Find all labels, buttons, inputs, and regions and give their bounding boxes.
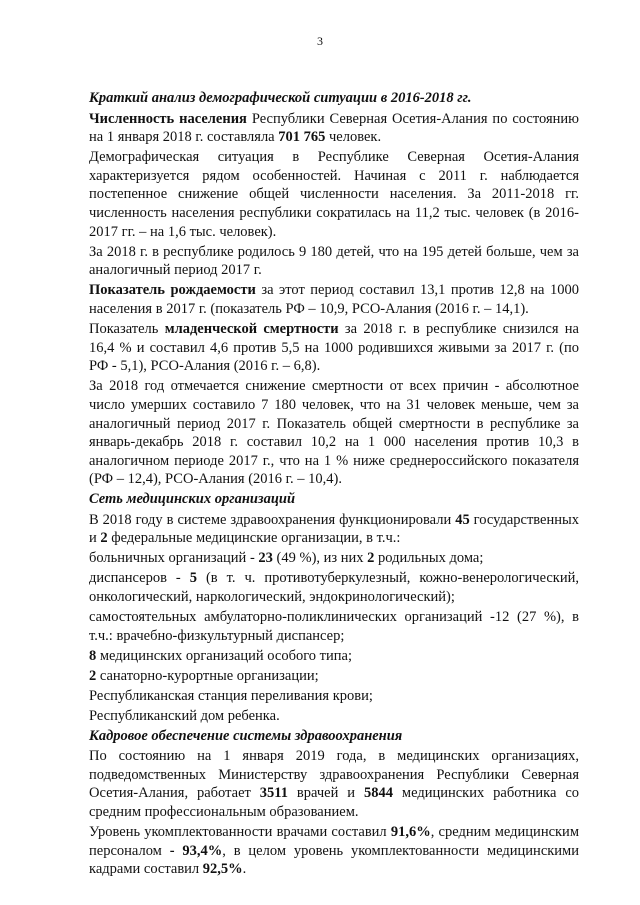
section-heading-network: Сеть медицинских организаций bbox=[89, 491, 296, 508]
paragraph-staffing-level: Уровень укомплектованности врачами составил 91,6%, средним медицинским персоналом - 93,4%, в целом уровень укомплектованности медицинскими кадрами составил 92,5%. bbox=[89, 824, 579, 878]
page-number: 3 bbox=[317, 34, 323, 48]
section-heading-demographics: Краткий анализ демографической ситуации в 2016-2018 гг. bbox=[89, 90, 472, 106]
term-population: Численность населения bbox=[89, 110, 247, 127]
term-infant-mortality: младенческой смертности bbox=[164, 321, 339, 338]
list-item-sanatorium: 2 санаторно-курортные организации; bbox=[89, 667, 319, 684]
paragraph-demographic-situation: Демографическая ситуация в Республике Северная Осетия-Алания характеризуется рядом особенностей. Начиная с 2011 г. наблюдается постепенное снижение общей численности населения. За 2011-2018 гг. численность населения республики сократилась на 11,2 тыс. человек (в 2016-2017 гг. – на 1,6 тыс. человек). bbox=[89, 149, 579, 240]
term-birth-rate: Показатель рождаемости bbox=[89, 282, 256, 299]
list-item-dispensaries: диспансеров - 5 (в т. ч. противотуберкулезный, кожно-венерологический, онкологический, наркологический, эндокринологический); bbox=[89, 570, 579, 605]
list-item-blood-station: Республиканская станция переливания крови; bbox=[89, 687, 373, 704]
list-item-outpatient: самостоятельных амбулаторно-поликлинических организаций -12 (27 %), в т.ч.: врачебно-физкультурный диспансер; bbox=[89, 609, 579, 644]
list-item-special: 8 медицинских организаций особого типа; bbox=[89, 647, 353, 664]
list-item-hospitals: больничных организаций - 23 (49 %), из них 2 родильных дома; bbox=[89, 550, 484, 567]
section-heading-staff: Кадровое обеспечение системы здравоохранения bbox=[89, 728, 403, 745]
paragraph-population: Численность населения Республики Северная Осетия-Алания по состоянию на 1 января 2018 г. составляла 701 765 человек. bbox=[89, 110, 579, 146]
list-item-childrens-home: Республиканский дом ребенка. bbox=[89, 708, 280, 724]
paragraph-birth-rate: Показатель рождаемости за этот период составил 13,1 против 12,8 на 1000 населения в 2017 г. (показатель РФ – 10,9, РСО-Алания (2016 г. – 14,1). bbox=[89, 282, 580, 318]
population-value: 701 765 bbox=[278, 129, 326, 146]
paragraph-infant-mortality: Показатель младенческой смертности за 2018 г. в республике снизился на 16,4 % и составил 4,6 против 5,5 на 1000 родившихся живыми за 2017 г. (по РФ - 5,1), РСО-Алания (2016 г. – 6,8). bbox=[89, 321, 579, 375]
document-body bbox=[89, 89, 579, 880]
paragraph-mortality: За 2018 год отмечается снижение смертности от всех причин - абсолютное число умерших составило 7 180 человек, что на 31 человек меньше, чем за аналогичный период 2017 г. Показатель общей смертности в республике за январь-декабрь 2018 г. составил 10,2 на 1 000 населения против 10,3 в аналогичном периоде 2017 г., что на 1 % ниже среднероссийского показателя (РФ – 12,4), РСО-Алания (2016 г. – 10,4). bbox=[89, 378, 579, 488]
paragraph-births: За 2018 г. в республике родилось 9 180 детей, что на 195 детей больше, чем за аналогичный период 2017 г. bbox=[89, 243, 579, 279]
paragraph-staff: По состоянию на 1 января 2019 года, в медицинских организациях, подведомственных Министерству здравоохранения Республики Северная Осетия-Алания, работает 3511 врачей и 5844 медицинских работника со средним профессиональным образованием. bbox=[89, 748, 579, 820]
paragraph-organizations: В 2018 году в системе здравоохранения функционировали 45 государственных и 2 федеральные медицинские организации, в т.ч.: bbox=[89, 511, 579, 547]
